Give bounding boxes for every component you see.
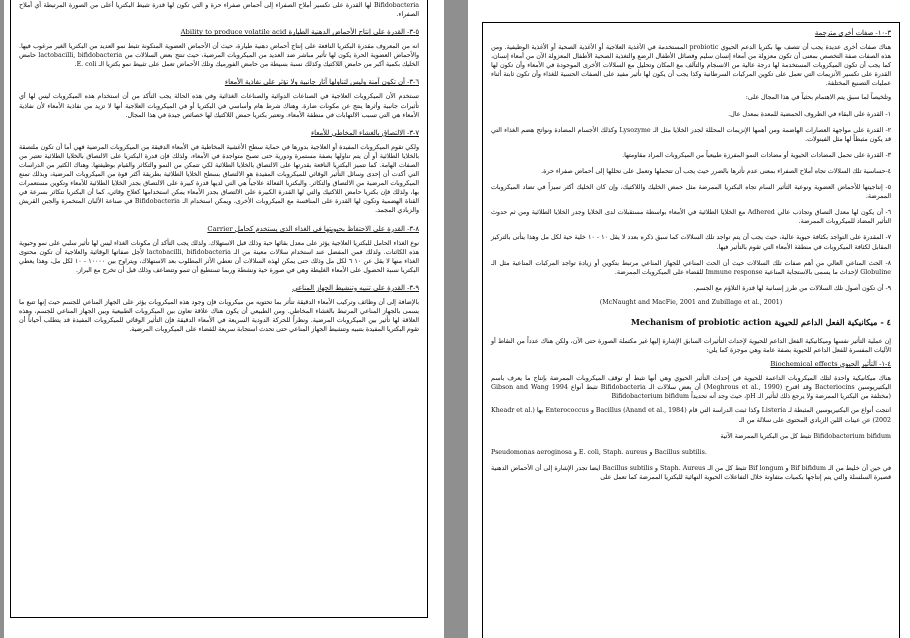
paragraph: Bifidobacteria لها القدرة على تكسير أملاح الصفراء إلى أحماض صفراء حرة و التي تكون لها قدرة تثبيط البكتريا أعلى من الصورة المرتبطة أي أملاح الصفراء. (19, 2, 419, 19)
heading-text: ٨-٣- القدرة على الاحتفاظ بحيويتها في الغذاء الذي يستخدم كحامل (234, 224, 419, 233)
chapter-heading: ٤ - ميكانيكية الفعل الداعم للحيوية Mechanism of probiotic action (630, 316, 891, 327)
heading-term: Carrier (207, 224, 233, 233)
list-item: ٥- إنتاجيتها للأحماض العضوية ونوعية التأثير السام تجاه البكتريا الممرضة مثل حمض الخليك واللاكتيك، وإن كان الخليك أكثر تميزاً في تضاد الميكروبات الممرضة. (491, 184, 891, 201)
left-page-frame (10, 0, 428, 618)
paragraph: في حين أن خليط من الـ Bif bifidum و Bif longum تثبط كل من الـ Staph. Aureus و Bacillus subtilis ايضا تجدر الإشارة إلى أن الأحماض الدهنية قصيرة السلسلة والتي يتم إنتاجها بكميات متفاوتة خلال التفاعلات الحيوية النهائية للبكتريا الممرضة كما تعمل على (491, 464, 891, 481)
paragraph: انتجت أنواع من البكتيريوسين المثبطة لـ Listeria وكذا ثبتت الدراسة التي قام (Anand et al., 1984) Bacillus و Enterococcus بها (Kheadr et al. (2002 عن عينات اللبن الزبادي المحتوى على سلالة من الـ (491, 407, 892, 424)
paragraph: بالإضافة إلى أن وظائف وتركيب الأمعاء الدقيقة تتأثر بما تحتويه من ميكروبات فإن وجود هذه الميكروبات يؤثر على الجهاز المناعي للجسم حيث إنها تتبع ما يسمى بالجهاز المناعي المرتبط بالغشاء المخاطي. ومن الطبيعي أن يكون هناك علاقة تعاون بين الميكروبات الطبيعية وبين الجهاز المناعي للجسم، وهذه العلاقة لها تأثير بين الميكروبات المرضية. ونظراً للحركة الدودية السريعة في الأمعاء الدقيقة فإن التأثير الوقائي للميكروبات المفيدة قد يتطلب أحياناً أن تقوم البكتريا المفيدة بتنبيه وتنشيط الجهاز المناعي حتى تحدث استجابة سريعة للقضاء على الميكروبات المرضية. (19, 298, 419, 334)
citation: (McNaught and MacFie, 2001 and Zubillage et al., 2001) (599, 298, 783, 306)
paragraph: وتلخيصاً لما سبق يتم الاهتمام بحثياً في هذا المجال على: (745, 94, 891, 102)
paragraph: إن عملية التأثير نفسها وميكانيكية الفعل الداعم للحيوية لإحداث التأثيرات السابق الإشارة إليها غير مكتملة الصورة حتى الآن، ولكن هناك عدداً من النقاط أو الآليات المفسرة للفعل الداعم للحيوية بصفة عامة وهي موجزة كما يلي: (491, 337, 891, 355)
list-item: ٧- المقدرة على التواجد بكثافة حيوية عالية، حيث يجب أن يتم تواجد تلك السلالات كما سبق ذكره بعدد لا يقل ١٠ - ١٠ خلية حية لكل مل وهذا يتأتى بالتركيز المقابل لكثافة الميكروبات في منطقة الأمعاء التي تقوم بالتأثير فيها. (491, 234, 891, 251)
list-item: ٣- القدرة على تحمل المضادات الحيوية أو مضادات النمو المفرزة طبيعياً من الميكروبات المراد مقاومتها. (622, 151, 891, 159)
paragraph: هناك ميكانيكية واحدة لتلك الميكروبات الداعمة للحيوية في إحداث التأثير الحيوي وهي أنها تثبط أو توقف الميكروبات الممرضة بإنتاج ما يعرف باسم البكتيريوسين Bacteriocins وقد اقترح (Meghrous et al., 1990) أن بعض سلالات الـ Bifidobacteria تثبط أنواع Gibson and Wang 1994 (مختلفة من البكتريا الممرضة ولا يرجع ذلك لتأثير الـ pH، حيث وجد أنه تحديداً Bifidobacterium bifidum (491, 375, 891, 401)
right-page-frame (482, 22, 900, 638)
section-heading: ٥-٣- القدرة على إنتاج الأحماض الدهنية الطيارة Ability to produce volatile acid (180, 28, 419, 37)
list-item: ٦- أن يكون لها معدل التصاق وتجاذب عالي Adhered مع الخلايا الطلائية في الأمعاء بواسطة مستقبلات لدى الخلايا وجدر الخلايا الطلائية ومن ثم حدوث التأثير المضاد للميكروبات الممرضة. (491, 209, 891, 226)
left-page (4, 0, 444, 638)
list-item: ٨- الحث المناعي العالي من أهم صفات تلك السلالات حيث أن الحث المناعي للجهاز المناعي مرتبط بتكوين أو زيادة تواجد المركبات المناعية مثل الـ Globuline لإحداث ما يسمى بالاستجابة المناعية Immune response للقضاء على الميكروبات الممرضة. (491, 259, 891, 276)
section-heading: ٣-١٠- صفات أخرى مترجمة (814, 29, 891, 37)
section-heading: ٧-٣- الالتصاق بالغشاء المخاطي للأمعاء (310, 128, 419, 137)
paragraph: ولكي تقوم الميكروبات المفيدة أو العلاجية بدورها في حماية سطح الأغشية المخاطية في الأمعاء الدقيقة من الميكروبات المرضية فهي أما أن تكون ملتصقة بالخلايا الطلائية أو أن يتم تناولها بصفة مستمرة ودورية حتى تصبح متواجدة في الأمعاء، ولذلك فإن قدرة البكتريا على الالتصاق بالخلايا الطلائية تعتبر من الصفات الهامة. كما تتميز البكتريا النافعة بقدرتها على الالتصاق بالخلايا الطلائية لكي تتمكن من النمو والتكاثر والقيام بوظيفتها. وهناك الكثير من الدراسات التي أكدت أن إحدى وسائل التأثير الوقائي للميكروبات المفيدة هو الالتصاق بسطح الخلايا الطلائية بطريقة أكثر قوة من الميكروبات المرضية، وبذلك تمنع الميكروبات المرضية من الالتصاق والتكاثر. والبكتريا الفعالة علاجياً هي التي لديها قدرة كبيرة على الالتصاق بجدر الخلايا الطلائية للأمعاء وتكوين مستعمرات بها، ولذلك فإن بكتريا حامض اللاكتيك والتي لها القدرة الكبيرة على الالتصاق بجدر الأمعاء يمكن استخدامها كعلاج وقائي، كما أن البكتريا تتكاثر بسرعة في القناة الهضمية وتكون لها القدرة على المنافسة مع الميكروبات الأخرى، ويمكن استخدام الـ Bifidobacteria في صناعة الألبان المتخمرة والجبن القريش والزبادي المجمد. (19, 143, 419, 215)
paragraph: Pseudomonas aeroginosa و E. coli, Staph. aureus و Bacillus subtilis. (491, 448, 707, 456)
paragraph: Bifidobacterium bifidum تثبط كل من البكتريا الممرضة الآتية (720, 432, 891, 440)
paragraph: انه من المعروف مقدرة البكتريا النافعة على إنتاج أحماض دهنية طيارة، حيث أن الأحماض العضوية المتكونة تثبط نمو العديد من البكتريا الغير مرغوب فيها. والأحماض العضوية الحرة يكون لها تأثير مباشر ضد العديد من الميكروبات المرضية، حيث تنتج بعض السلالات من lactobacilli, bifidobacteria حامض الخليك بكمية أكبر من حامض اللاكتيك وكذلك نسبة بسيطة من حامض الفورميك وتلك الأحماض تعمل على تثبيط نمو بكتريا الـ E. coli. (19, 43, 419, 69)
paragraph: نوع الغذاء الحامل للبكتريا العلاجية يؤثر على معدل بقائها حية وذلك قبل الاستهلاك. ولذلك يجب التأكد أن مكونات الغذاء ليس لها تأثير سلبي على نمو وحيوية هذه الكائنات. ولذلك فمن المفضل عند استخدام سلالات معينة من الـ lactobacilli, bifidobacteria لأجل صفاتها الوقائية والعلاجية أن تكون محتوى الغذاء منها لا يقل عن ١٠ ٦ لكل مل وذلك حتى يمكن لهذه السلالات أن تعطي الأثر المطلوب بعد الاستهلاك، ويتراوح بين ١٠٠٠٠ - ١٠ لكل مل، وهذا يعطي البكتريا نسبة الحصول على الأمعاء الغليظة وهي في صورة حية ونشطة وربما تستطيع أن تنمو وتتضاعف وذلك قبل أن تخرج مع البراز. (19, 239, 420, 274)
section-heading: ٦-٣- أن تكون آمنة وليس لتناولها آثار جانبية ولا تؤثر على نفاذية الأمعاء (224, 78, 419, 87)
list-item: ٢- القدرة على مواجهة العصارات الهاضمة ومن أهمها الإنزيمات المحللة لجدر الخلايا مثل الـ Lysozyme وكذلك الأجسام المضادة ونواتج هضم الغذاء التي قد يكون مثبطاً لها مثل الفينولات. (491, 126, 891, 143)
paragraph: هناك صفات أخرى عديدة يجب أن تتصف بها بكتريا الدعم الحيوي probiotic المستخدمة في الأغذية العلاجية أو الأغذية الصحية أو الأغذية الوظيفية. ومن هذه الصفات صفة التخصص بمعنى أن تكون معزولة من أمعاء إنسان سليم وفصائل الأطفال الرضع والتغذية الصحية الأطفال المعزولة الآن من أمعاء إنسان، كما يجب أن تكون الميكروبات المستخدمة لها درجة عالية من الانسجام والتآلف مع المكان وتحليل مع السلالات الأخرى الموجودة في الأمعاء وأن تكون لها القدرة على تكسير الأنزيمات التي تعمل على تكوين المركبات السرطانية وكذا يجب أن يكون لها تأثير مفيد على الصفات الحسية للغذاء وأن تكون ثابتة أثناء عمليات التصنيع المختلفة. (491, 44, 892, 88)
section-heading (19, 225, 419, 234)
list-item: ١- القدرة على البقاء في الظروف الحمضية للمعدة بمعدل عال. (728, 110, 891, 118)
paragraph: تستخدم الأن الميكروبات العلاجية في الصناعات الدوائية والصناعات الغذائية وفي هذه الحالة يجب التأكد من أن استخدام هذه الميكروبات ليس لها أي تأثيرات جانبية وأثرها ينتج عن مكونات ضارة. وهناك شرط هام وأساسي في البكتريا أو في الميكروبات العلاجية أنها لا تزيد من نفاذية الأمعاء لأن نفاذية الأمعاء هي التي تسبب الالتهابات في منطقة الأمعاء. وتعتبر بكتريا حمض اللاكتيك لها خصائص جيدة في هذا المجال. (19, 93, 419, 119)
section-heading: ٩-٣- القدرة على تنبيه وتنشيط الجهاز المناعي (292, 283, 419, 292)
right-page (468, 0, 910, 638)
section-heading: ٤-١- التأثير الحيوي Biochemical effects (770, 360, 891, 369)
list-item: ٩- أن تكون أصول تلك السلالات من طرز إنسانية لها قدرة التلاؤم مع الجسم. (693, 284, 891, 292)
list-item: ٤-حساسية تلك السلالات تجاه أملاح الصفراء بمعنى عدم تأثرها بالضرر حيث يجب أن تتحملها وتعمل على تحللها إلى أحماض صفراء حرة. (541, 167, 891, 175)
